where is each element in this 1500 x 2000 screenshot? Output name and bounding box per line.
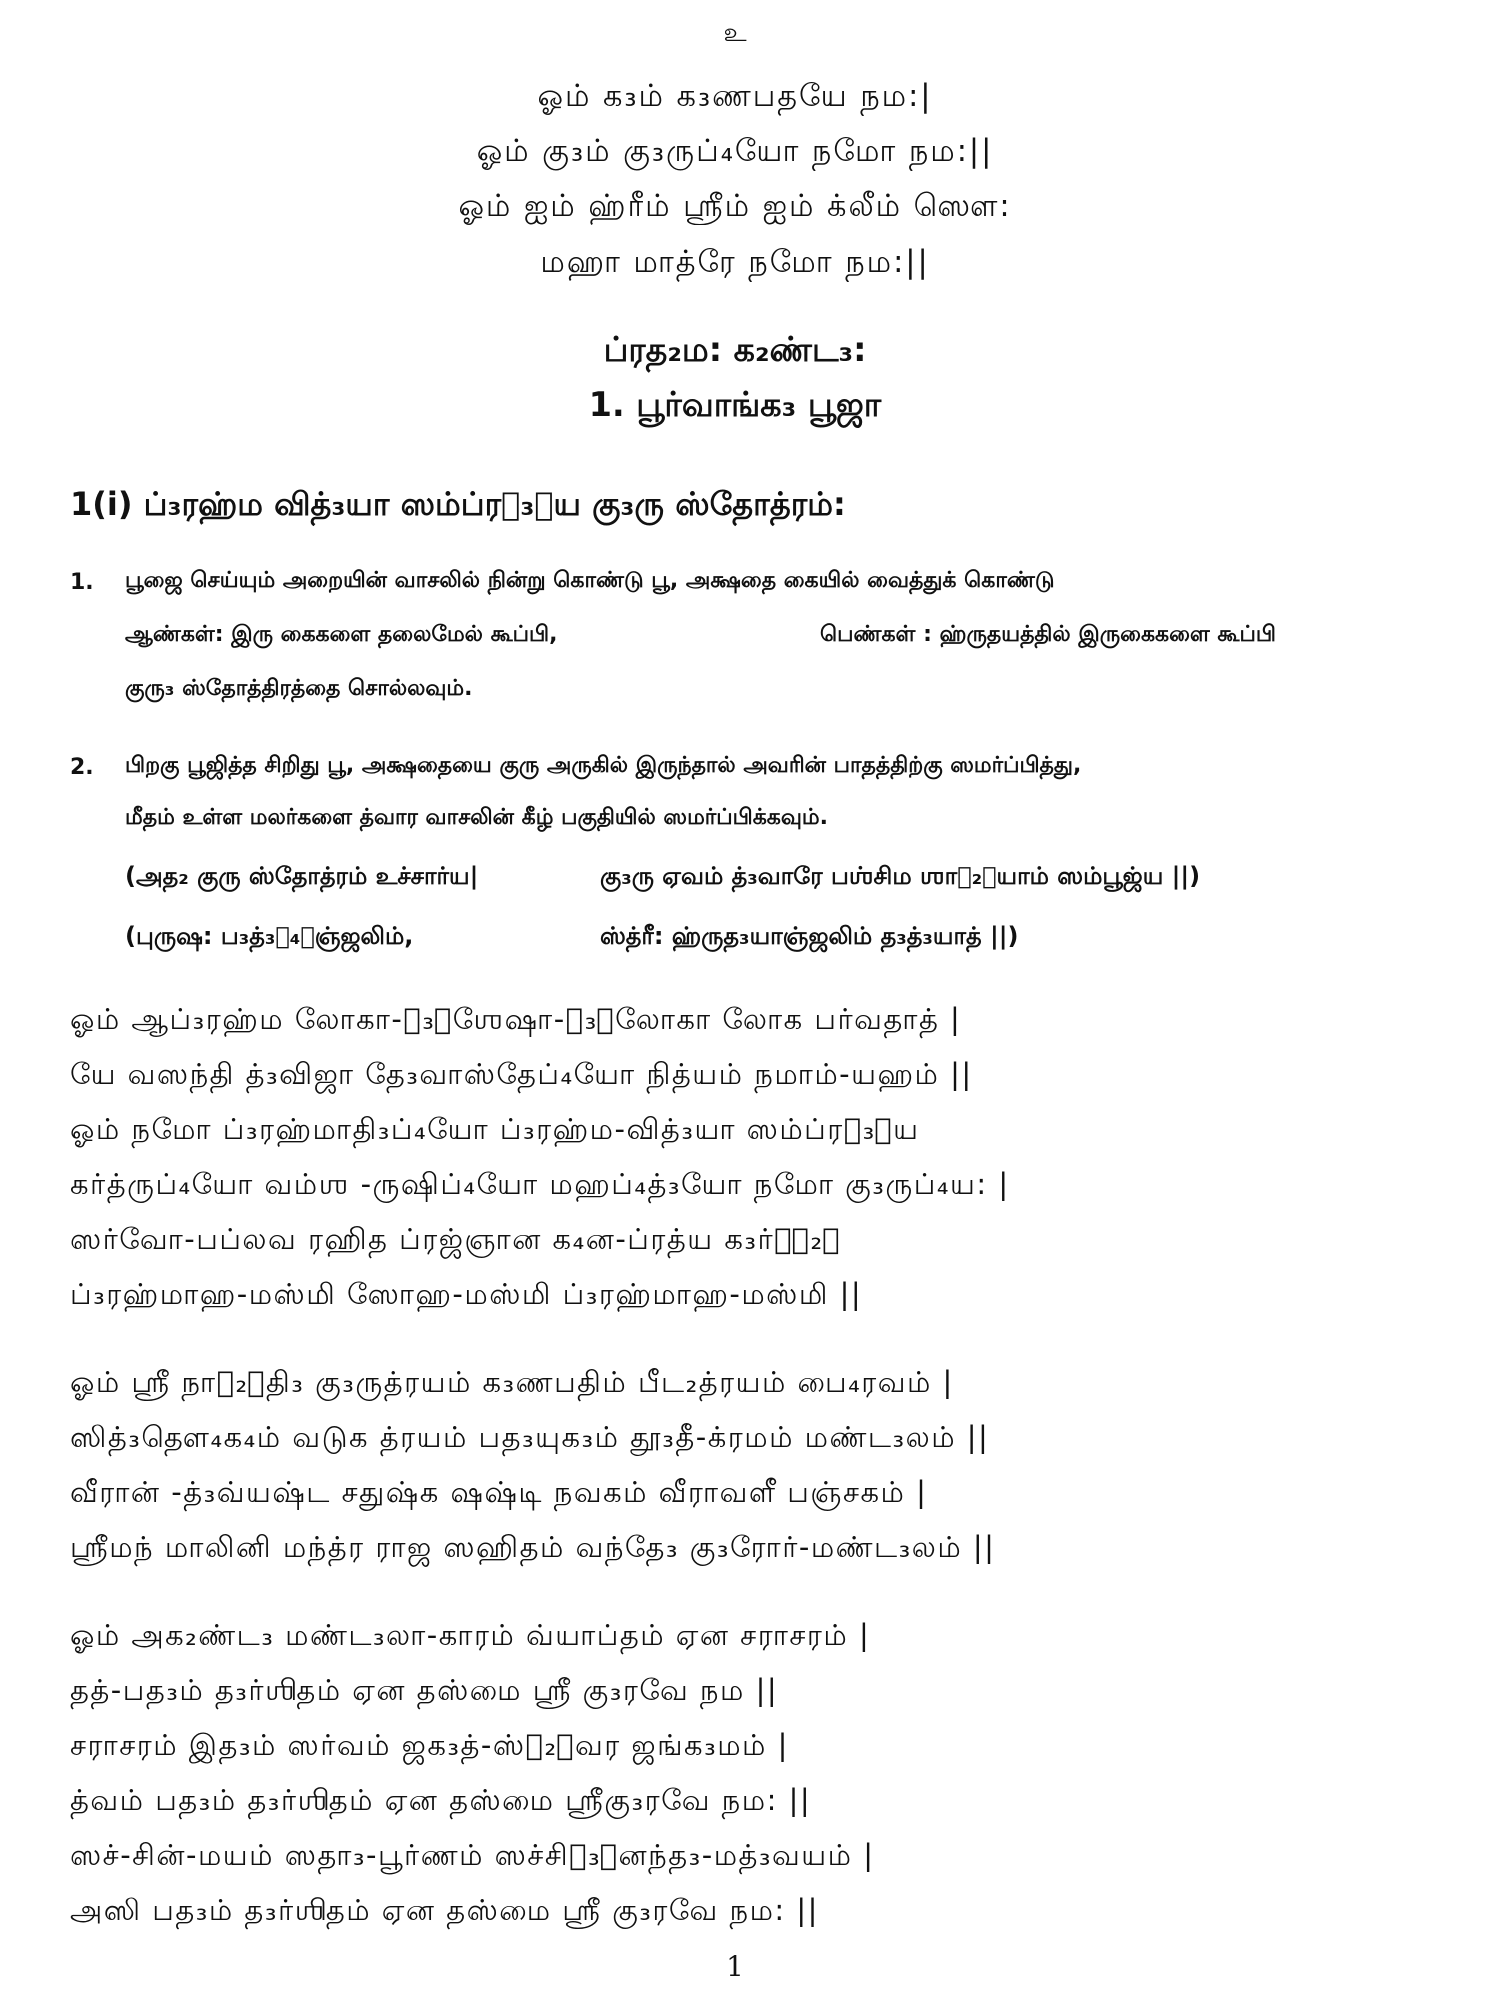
- verse-line: ஓம் ஸ்ரீ நாத₂ாதி₃ கு₃ருத்ரயம் க₃ணபதிம் பீட₂த்ரயம் பை₄ரவம் |: [70, 1365, 954, 1399]
- subsection-heading: 1(i) ப்₃ரஹ்ம வித்₃யா ஸம்ப்ரத₃ாய கு₃ரு ஸ்தோத்ரம்:: [70, 485, 846, 523]
- bracket-note: கு₃ரு ஏவம் த்₃வாரே பஶ்சிம ஶாக₂ாயாம் ஸம்பூஜ்ய ||): [600, 862, 1201, 890]
- page-number: 1: [726, 1950, 744, 1983]
- verse-line: ஸச்-சின்-மயம் ஸதா₃-பூர்ணம் ஸச்சித₃ானந்த₃-மத்₃வயம் |: [70, 1838, 875, 1872]
- verse-line: ஸித்₃தௌ₄க₄ம் வடுக த்ரயம் பத₃யுக₃ம் தூ₃தீ-க்ரமம் மண்ட₃லம் ||: [70, 1420, 990, 1454]
- invocation-line: ஓம் க₃ம் க₃ணபதயே நம:|: [537, 78, 933, 114]
- verse-line: ஓம் அக₂ண்ட₃ மண்ட₃லா-காரம் வ்யாப்தம் ஏன சராசரம் |: [70, 1618, 871, 1652]
- verse-line: த்வம் பத₃ம் த₃ர்ஶிதம் ஏன தஸ்மை ஸ்ரீகு₃ரவே நம: ||: [70, 1783, 812, 1817]
- instruction-line: குரு₃ ஸ்தோத்திரத்தை சொல்லவும்.: [125, 676, 473, 701]
- section-subtitle: 1. பூர்வாங்க₃ பூஜா: [588, 385, 882, 425]
- verse-line: ஸர்வோ-பப்லவ ரஹித ப்ரஜ்ஞான க₄ன-ப்ரத்ய க₃ர்தே₂ா: [70, 1222, 841, 1256]
- verse-line: வீரான் -த்₃வ்யஷ்ட சதுஷ்க ஷஷ்டி நவகம் வீராவளீ பஞ்சகம் |: [70, 1475, 928, 1509]
- verse-line: கர்த்ருப்₄யோ வம்ஶ -ருஷிப்₄யோ மஹப்₄த்₃யோ நமோ கு₃ருப்₄ய: |: [70, 1167, 1010, 1201]
- verse-line: யே வஸந்தி த்₃விஜா தே₃வாஸ்தேப்₄யோ நித்யம் நமாம்-யஹம் ||: [70, 1057, 973, 1091]
- verse-line: ஓம் நமோ ப்₃ரஹ்மாதி₃ப்₄யோ ப்₃ரஹ்ம-வித்₃யா ஸம்ப்ரத₃ாய: [70, 1112, 920, 1146]
- instruction-line: பெண்கள் : ஹ்ருதயத்தில் இருகைகளை கூப்பி: [820, 622, 1276, 647]
- verse-line: ஸ்ரீமந் மாலினி மந்த்ர ராஜ ஸஹிதம் வந்தே₃ கு₃ரோர்-மண்ட₃லம் ||: [70, 1530, 996, 1564]
- instruction-line: மீதம் உள்ள மலர்களை த்வார வாசலின் கீழ் பகுதியில் ஸமர்ப்பிக்கவும்.: [125, 805, 828, 830]
- invocation-line: ஓம் கு₃ம் கு₃ருப்₄யோ நமோ நம:||: [476, 133, 994, 169]
- section-title: ப்ரத₂ம: க₂ண்ட₃:: [603, 330, 867, 370]
- verse-line: தத்-பத₃ம் த₃ர்ஶிதம் ஏன தஸ்மை ஸ்ரீ கு₃ரவே நம ||: [70, 1673, 779, 1707]
- instruction-line: ஆண்கள்: இரு கைகளை தலைமேல் கூப்பி,: [125, 622, 558, 647]
- verse-line: அஸி பத₃ம் த₃ர்ஶிதம் ஏன தஸ்மை ஸ்ரீ கு₃ரவே நம: ||: [70, 1893, 819, 1927]
- verse-line: ஓம் ஆப்₃ரஹ்ம லோகா-த₃ாஶேஷா-த₃ாலோகா லோக பர்வதாத் |: [70, 1002, 962, 1036]
- bracket-note: ஸ்த்ரீ: ஹ்ருத₃யாஞ்ஜலிம் த₃த்₃யாத் ||): [600, 922, 1019, 950]
- verse-line: சராசரம் இத₃ம் ஸர்வம் ஜக₃த்-ஸ்த₂ாவர ஜங்க₃மம் |: [70, 1728, 789, 1762]
- instruction-line: பிறகு பூஜித்த சிறிது பூ, அக்ஷதையை குரு அருகில் இருந்தால் அவரின் பாதத்திற்கு ஸமர்ப்பித்து,: [125, 753, 1082, 778]
- verse-line: ப்₃ரஹ்மாஹ-மஸ்மி ஸோஹ-மஸ்மி ப்₃ரஹ்மாஹ-மஸ்மி ||: [70, 1277, 863, 1311]
- instruction-number: 2.: [70, 755, 94, 780]
- invocation-line: மஹா மாத்ரே நமோ நம:||: [540, 244, 930, 280]
- invocation-line: ஓம் ஐம் ஹ்ரீம் ஸ்ரீம் ஐம் க்லீம் ஸௌ:: [458, 188, 1012, 224]
- pillaiyar-suzhi-mark: உ: [723, 18, 747, 48]
- instruction-line: பூஜை செய்யும் அறையின் வாசலில் நின்று கொண்டு பூ, அக்ஷதை கையில் வைத்துக் கொண்டு: [125, 568, 1055, 593]
- bracket-note: (புருஷ: ப₃த்₃த₄ாஞ்ஜலிம்,: [125, 922, 414, 950]
- bracket-note: (அத₂ குரு ஸ்தோத்ரம் உச்சார்ய|: [125, 862, 479, 890]
- instruction-number: 1.: [70, 570, 94, 595]
